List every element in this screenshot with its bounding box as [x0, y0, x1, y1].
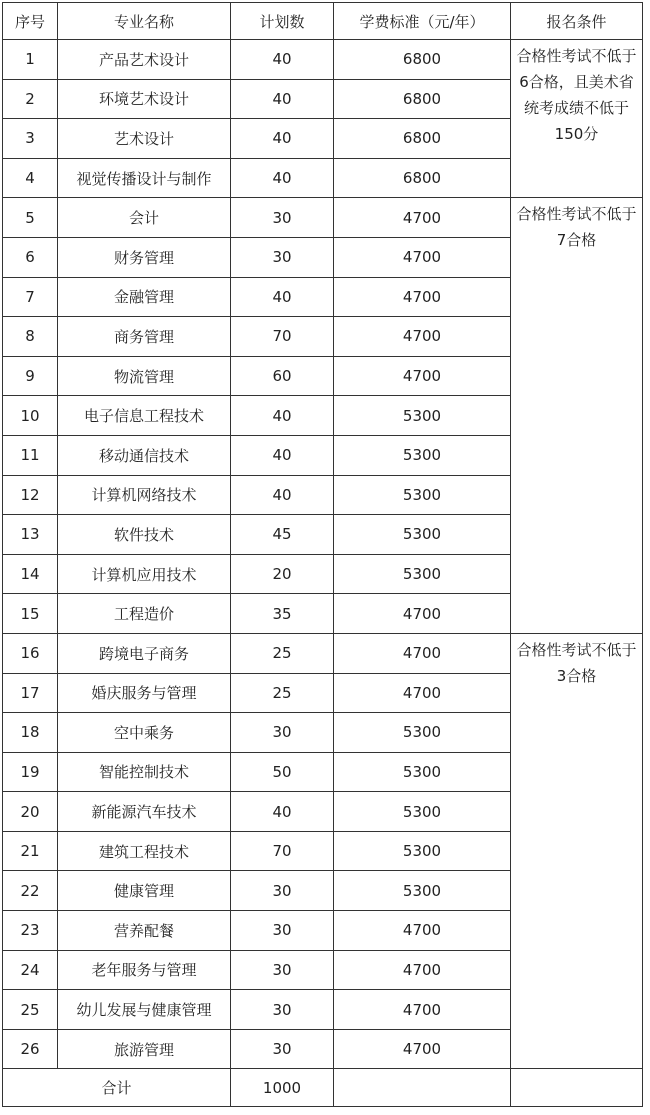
cell-major-name: 视觉传播设计与制作: [58, 158, 231, 198]
cell-major-name: 旅游管理: [58, 1029, 231, 1069]
cell-tuition: 4700: [334, 1029, 511, 1069]
cell-no: 5: [3, 198, 58, 238]
cell-plan-count: 40: [231, 40, 334, 80]
cell-tuition: 4700: [334, 594, 511, 634]
cell-no: 24: [3, 950, 58, 990]
cell-plan-count: 40: [231, 277, 334, 317]
cell-plan-count: 50: [231, 752, 334, 792]
cell-tuition: 6800: [334, 79, 511, 119]
cell-tuition: 4700: [334, 198, 511, 238]
table-row: [3, 198, 643, 238]
total-conditions-empty: [511, 1069, 643, 1107]
cell-no: 4: [3, 158, 58, 198]
cell-plan-count: 45: [231, 515, 334, 555]
cell-no: 19: [3, 752, 58, 792]
cell-plan-count: 20: [231, 554, 334, 594]
header-tuition: 学费标准（元/年）: [334, 3, 511, 40]
cell-major-name: 空中乘务: [58, 713, 231, 753]
header-plan-count: 计划数: [231, 3, 334, 40]
cell-no: 6: [3, 237, 58, 277]
cell-plan-count: 30: [231, 237, 334, 277]
cell-plan-count: 70: [231, 831, 334, 871]
admission-plan-table: [2, 2, 643, 1107]
cell-major-name: 软件技术: [58, 515, 231, 555]
cell-no: 22: [3, 871, 58, 911]
cell-major-name: 婚庆服务与管理: [58, 673, 231, 713]
cell-no: 11: [3, 435, 58, 475]
cell-major-name: 跨境电子商务: [58, 633, 231, 673]
cell-tuition: 5300: [334, 752, 511, 792]
cell-plan-count: 40: [231, 79, 334, 119]
cell-tuition: 6800: [334, 158, 511, 198]
cell-no: 18: [3, 713, 58, 753]
cell-conditions: 合格性考试不低于3合格: [511, 633, 643, 1069]
cell-plan-count: 40: [231, 119, 334, 159]
cell-no: 3: [3, 119, 58, 159]
cell-plan-count: 40: [231, 435, 334, 475]
cell-major-name: 艺术设计: [58, 119, 231, 159]
total-row: [3, 1069, 643, 1107]
cell-no: 21: [3, 831, 58, 871]
cell-no: 23: [3, 911, 58, 951]
cell-no: 13: [3, 515, 58, 555]
cell-tuition: 5300: [334, 713, 511, 753]
header-conditions: 报名条件: [511, 3, 643, 40]
cell-tuition: 5300: [334, 554, 511, 594]
cell-plan-count: 30: [231, 871, 334, 911]
cell-plan-count: 40: [231, 475, 334, 515]
cell-no: 1: [3, 40, 58, 80]
cell-plan-count: 35: [231, 594, 334, 634]
cell-no: 14: [3, 554, 58, 594]
cell-tuition: 4700: [334, 633, 511, 673]
cell-tuition: 4700: [334, 277, 511, 317]
cell-tuition: 5300: [334, 792, 511, 832]
cell-no: 16: [3, 633, 58, 673]
header-row: [3, 3, 643, 40]
cell-plan-count: 40: [231, 158, 334, 198]
cell-no: 15: [3, 594, 58, 634]
cell-major-name: 电子信息工程技术: [58, 396, 231, 436]
cell-no: 10: [3, 396, 58, 436]
cell-major-name: 计算机应用技术: [58, 554, 231, 594]
cell-plan-count: 40: [231, 396, 334, 436]
cell-major-name: 物流管理: [58, 356, 231, 396]
cell-major-name: 移动通信技术: [58, 435, 231, 475]
cell-no: 25: [3, 990, 58, 1030]
cell-plan-count: 25: [231, 633, 334, 673]
cell-plan-count: 70: [231, 317, 334, 357]
cell-plan-count: 30: [231, 990, 334, 1030]
cell-major-name: 环境艺术设计: [58, 79, 231, 119]
header-major-name: 专业名称: [58, 3, 231, 40]
cell-major-name: 工程造价: [58, 594, 231, 634]
cell-major-name: 健康管理: [58, 871, 231, 911]
cell-tuition: 4700: [334, 673, 511, 713]
cell-plan-count: 40: [231, 792, 334, 832]
cell-major-name: 新能源汽车技术: [58, 792, 231, 832]
header-no: 序号: [3, 3, 58, 40]
cell-no: 2: [3, 79, 58, 119]
cell-plan-count: 25: [231, 673, 334, 713]
cell-major-name: 会计: [58, 198, 231, 238]
cell-no: 17: [3, 673, 58, 713]
cell-no: 26: [3, 1029, 58, 1069]
cell-plan-count: 30: [231, 713, 334, 753]
total-tuition-empty: [334, 1069, 511, 1107]
cell-tuition: 4700: [334, 950, 511, 990]
cell-major-name: 商务管理: [58, 317, 231, 357]
cell-major-name: 老年服务与管理: [58, 950, 231, 990]
cell-major-name: 金融管理: [58, 277, 231, 317]
cell-plan-count: 30: [231, 1029, 334, 1069]
cell-no: 8: [3, 317, 58, 357]
cell-plan-count: 30: [231, 198, 334, 238]
cell-no: 7: [3, 277, 58, 317]
cell-tuition: 5300: [334, 475, 511, 515]
table-body: [3, 40, 643, 1069]
cell-conditions: 合格性考试不低于6合格，且美术省统考成绩不低于150分: [511, 40, 643, 198]
cell-major-name: 智能控制技术: [58, 752, 231, 792]
cell-tuition: 4700: [334, 356, 511, 396]
cell-tuition: 4700: [334, 990, 511, 1030]
cell-tuition: 6800: [334, 40, 511, 80]
cell-major-name: 计算机网络技术: [58, 475, 231, 515]
cell-major-name: 幼儿发展与健康管理: [58, 990, 231, 1030]
cell-tuition: 5300: [334, 515, 511, 555]
cell-tuition: 5300: [334, 396, 511, 436]
cell-major-name: 财务管理: [58, 237, 231, 277]
table-row: [3, 633, 643, 673]
table-row: [3, 40, 643, 80]
total-plan-count: 1000: [231, 1069, 334, 1107]
cell-no: 12: [3, 475, 58, 515]
cell-tuition: 4700: [334, 237, 511, 277]
cell-no: 9: [3, 356, 58, 396]
cell-conditions: 合格性考试不低于7合格: [511, 198, 643, 634]
cell-tuition: 6800: [334, 119, 511, 159]
cell-plan-count: 30: [231, 911, 334, 951]
cell-major-name: 营养配餐: [58, 911, 231, 951]
cell-tuition: 5300: [334, 435, 511, 475]
cell-plan-count: 60: [231, 356, 334, 396]
cell-major-name: 产品艺术设计: [58, 40, 231, 80]
total-label: 合计: [3, 1069, 231, 1107]
cell-no: 20: [3, 792, 58, 832]
cell-tuition: 4700: [334, 317, 511, 357]
cell-tuition: 4700: [334, 911, 511, 951]
cell-major-name: 建筑工程技术: [58, 831, 231, 871]
cell-plan-count: 30: [231, 950, 334, 990]
cell-tuition: 5300: [334, 831, 511, 871]
cell-tuition: 5300: [334, 871, 511, 911]
